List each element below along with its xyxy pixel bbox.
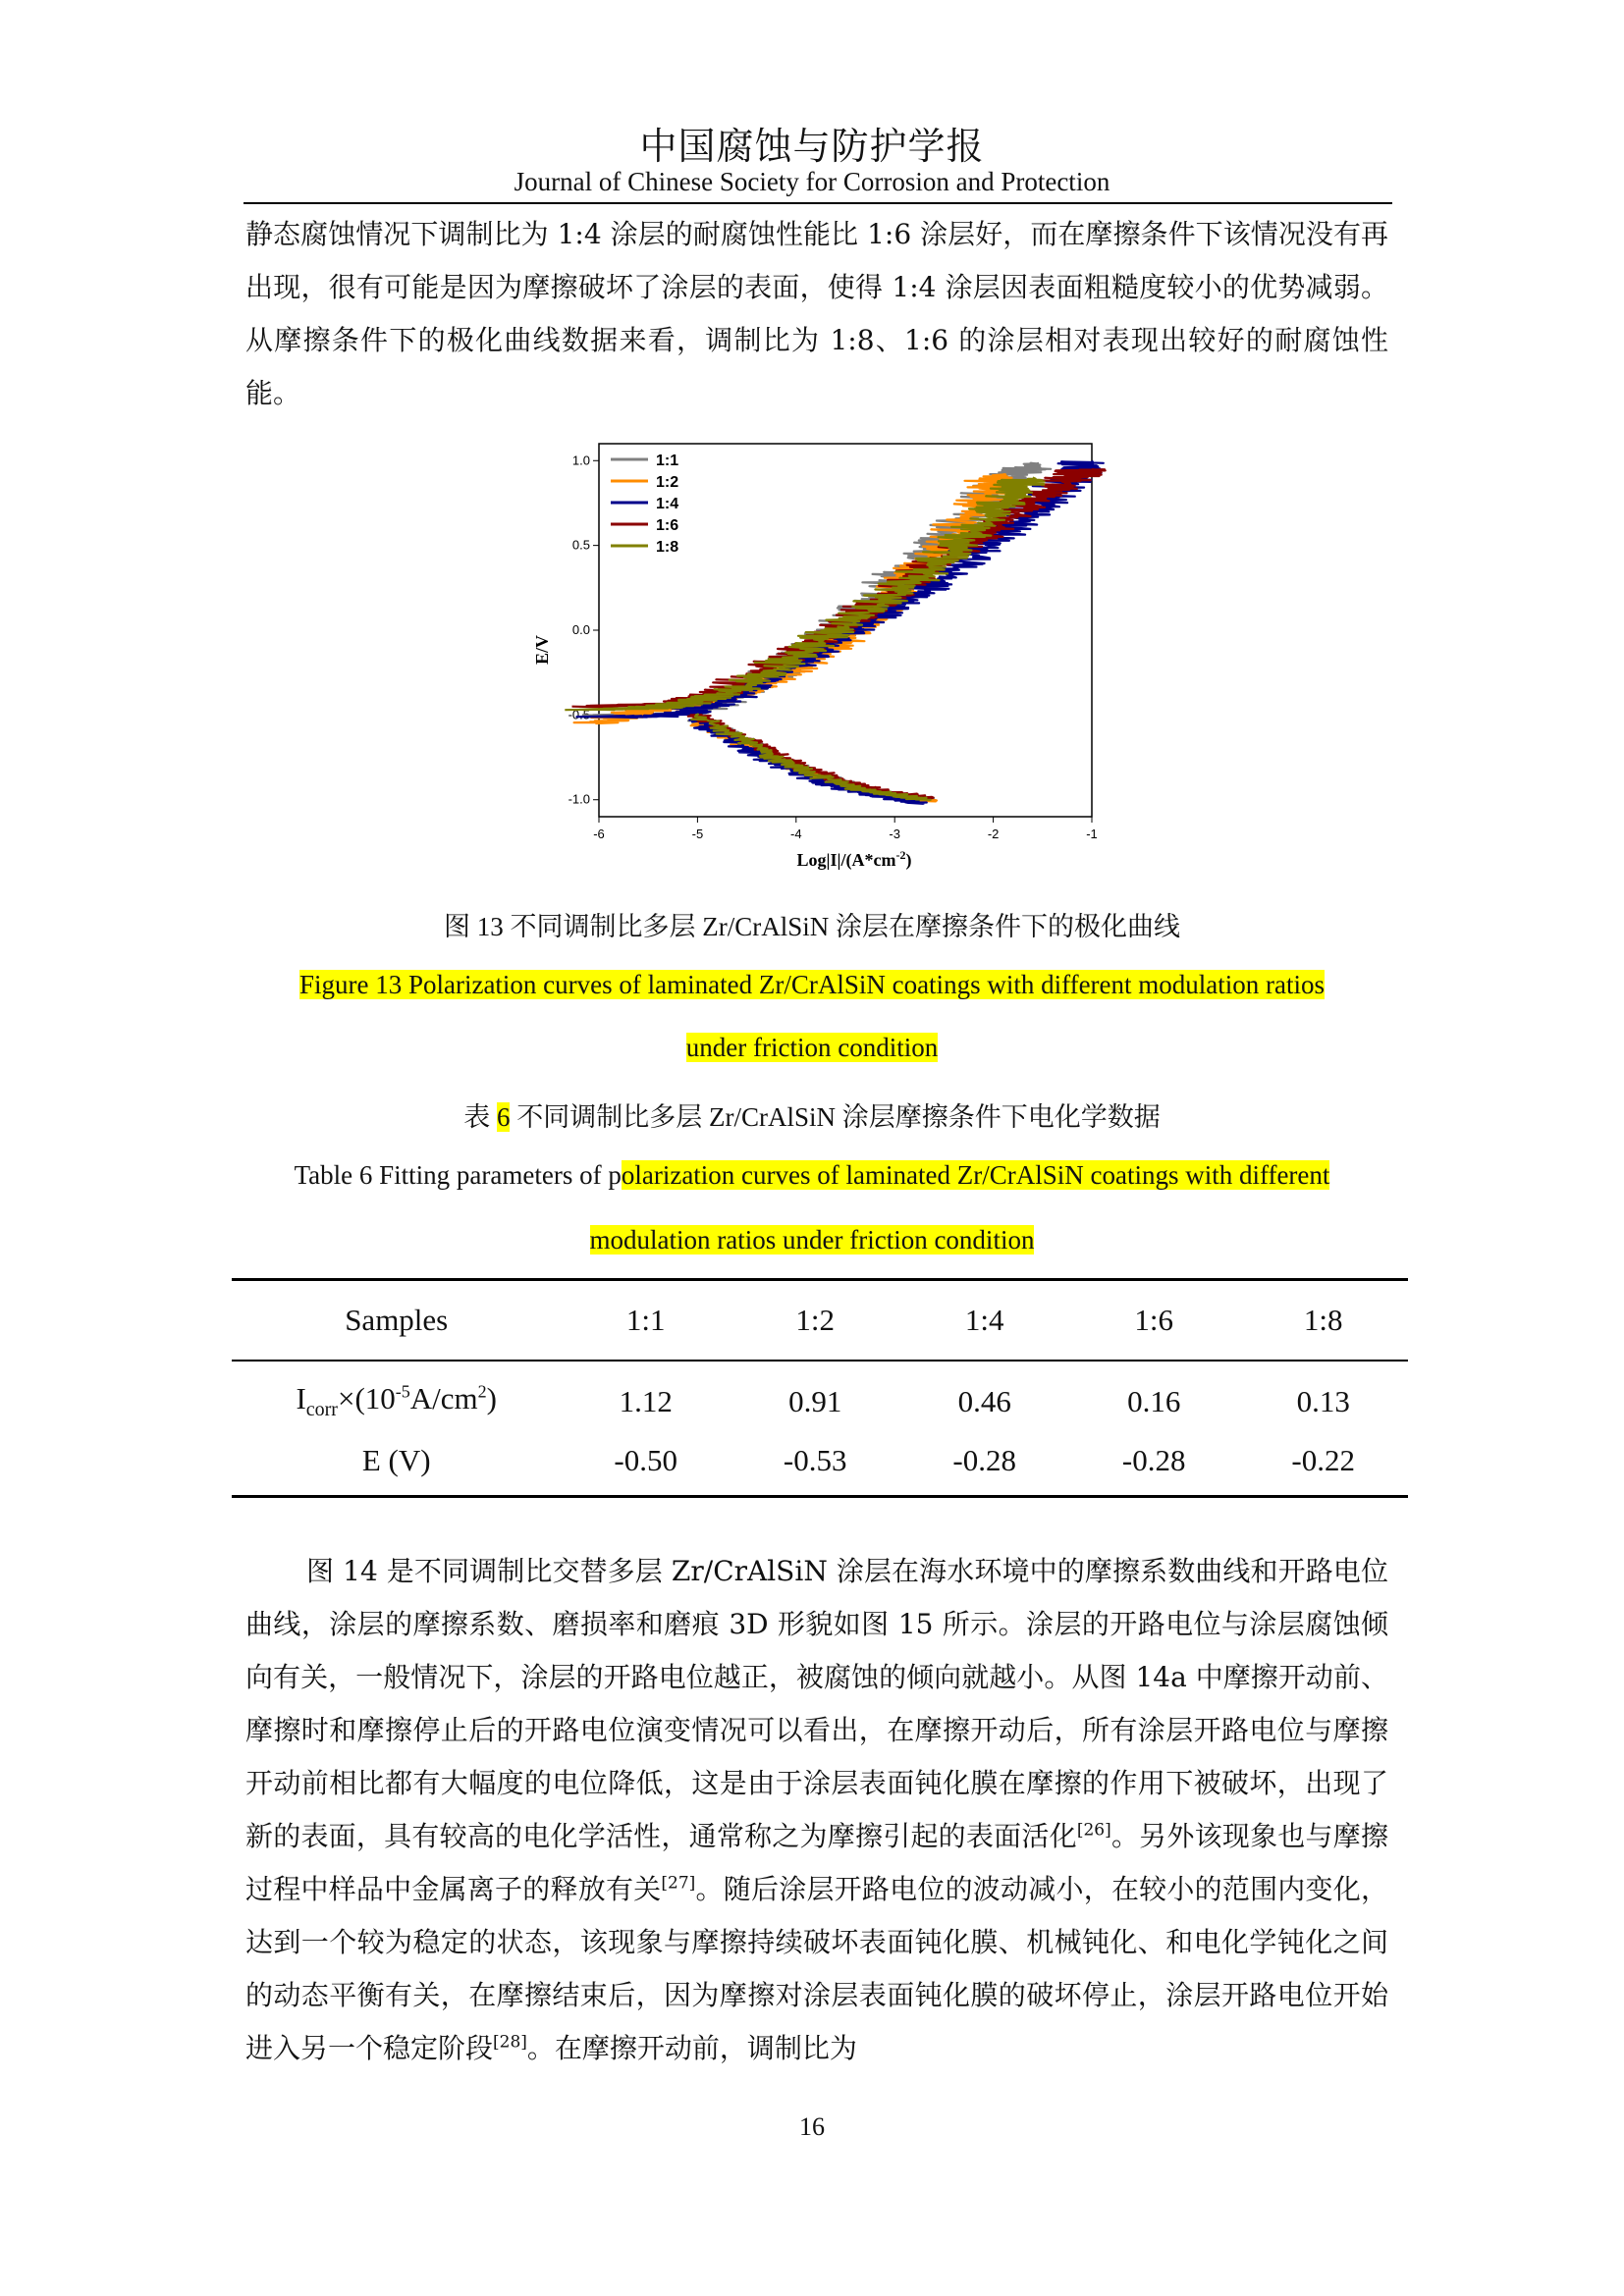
figure-caption-en-line2: under friction condition	[685, 1033, 939, 1062]
column-header: 1:2	[795, 1303, 835, 1337]
table-cell: 0.13	[1296, 1384, 1350, 1418]
x-tick-label: -3	[889, 827, 900, 841]
figure-caption-en-line1: Figure 13 Polarization curves of laminated Zr/CrAlSiN coatings with different modulation ratios	[298, 970, 1326, 999]
y-tick-label: 0.0	[571, 622, 590, 637]
table-row	[232, 1361, 1408, 1432]
legend-label: 1:8	[656, 539, 679, 556]
table-caption-en-line2: modulation ratios under friction condition	[589, 1225, 1035, 1255]
column-header: 1:4	[964, 1303, 1004, 1337]
y-tick-label: -1.0	[568, 791, 590, 807]
x-axis-label: $Log|I|/(A*cm^{-2})$	[796, 848, 912, 870]
table-cell: -0.28	[952, 1443, 1016, 1477]
y-axis-label: E/V	[532, 634, 552, 666]
table-cell: -0.28	[1121, 1443, 1186, 1477]
page-number: 16	[799, 2112, 825, 2141]
body-paragraph-1: 静态腐蚀情况下调制比为 1:4 涂层的耐腐蚀性能比 1:6 涂层好，而在摩擦条件下该情况没有再出现，很有可能是因为摩擦破坏了涂层的表面，使得 1:4 涂层因表面粗糙度较小的优势减弱。从摩擦条件下的极化曲线数据来看，调制比为 1:8、1:6 的涂层相对表现出较好的耐腐蚀性能。	[245, 218, 1388, 409]
table-cell: -0.53	[783, 1443, 847, 1477]
table-caption-cn: 表 6 不同调制比多层 Zr/CrAlSiN 涂层摩擦条件下电化学数据	[463, 1102, 1161, 1132]
table-cell: 0.46	[957, 1384, 1011, 1418]
figure-caption-cn: 图 13 不同调制比多层 Zr/CrAlSiN 涂层在摩擦条件下的极化曲线	[443, 912, 1180, 941]
column-header: 1:6	[1134, 1303, 1173, 1337]
table-caption-en-line1: Table 6 Fitting parameters of polarization curves of laminated Zr/CrAlSiN coatings with different	[294, 1160, 1330, 1190]
table-cell: -0.50	[614, 1443, 677, 1477]
y-tick-label: 0.5	[571, 537, 590, 553]
polarization-chart	[511, 422, 1119, 883]
journal-title-en: Journal of Chinese Society for Corrosion and Protection	[514, 167, 1110, 196]
table-row	[232, 1432, 1408, 1497]
x-tick-label: -5	[691, 827, 704, 841]
header-samples: Samples	[345, 1303, 449, 1337]
legend-label: 1:6	[656, 517, 679, 534]
y-tick-label: -0.5	[568, 707, 590, 722]
legend-label: 1:2	[656, 474, 679, 491]
body-paragraph-2: 图 14 是不同调制比交替多层 Zr/CrAlSiN 涂层在海水环境中的摩擦系数曲线和开路电位曲线，涂层的摩擦系数、磨损率和磨痕 3D 形貌如图 15 所示。涂层的开路电位与涂层腐蚀倾向有关，一般情况下，涂层的开路电位越正，被腐蚀的倾向就越小。从图 14a 中摩擦开动前、摩擦时和摩擦停止后的开路电位演变情况可以看出，在摩擦开动后，所有涂层开路电位与摩擦开动前相比都有大幅度的电位降低，这是由于涂层表面钝化膜在摩擦的作用下被破坏，出现了新的表面，具有较高的电化学活性，通常称之为摩擦引起的表面活化[26]。另外该现象也与摩擦过程中样品中金属离子的释放有关[27]。随后涂层开路电位的波动减小，在较小的范围内变化，达到一个较为稳定的状态，该现象与摩擦持续破坏表面钝化膜、机械钝化、和电化学钝化之间的动态平衡有关，在摩擦结束后，因为摩擦对涂层表面钝化膜的破坏停止，涂层开路电位开始进入另一个稳定阶段[28]。在摩擦开动前，调制比为	[245, 1555, 1388, 2064]
journal-title-cn: 中国腐蚀与防护学报	[639, 125, 985, 168]
column-header: 1:1	[625, 1303, 666, 1337]
y-tick-label: 1.0	[571, 453, 590, 468]
table-cell: 0.16	[1127, 1384, 1181, 1418]
x-tick-label: -4	[790, 827, 802, 841]
legend-label: 1:4	[656, 496, 679, 512]
legend-label: 1:1	[656, 453, 679, 469]
x-tick-label: -1	[1086, 827, 1098, 841]
table-cell: -0.22	[1291, 1443, 1355, 1477]
header-rule	[244, 202, 1392, 204]
row-label-e: E (V)	[361, 1443, 431, 1477]
table-cell: 1.12	[619, 1384, 673, 1418]
x-tick-label: -2	[987, 827, 1000, 841]
electrochemical-data-table	[232, 1278, 1408, 1498]
column-header: 1:8	[1303, 1303, 1343, 1337]
table-cell: 0.91	[788, 1384, 842, 1418]
x-tick-label: -6	[593, 827, 605, 841]
row-label-icorr: $I_{corr}\times(10^{-5}A/cm^2)$	[296, 1381, 497, 1421]
table-header-row	[232, 1280, 1408, 1362]
